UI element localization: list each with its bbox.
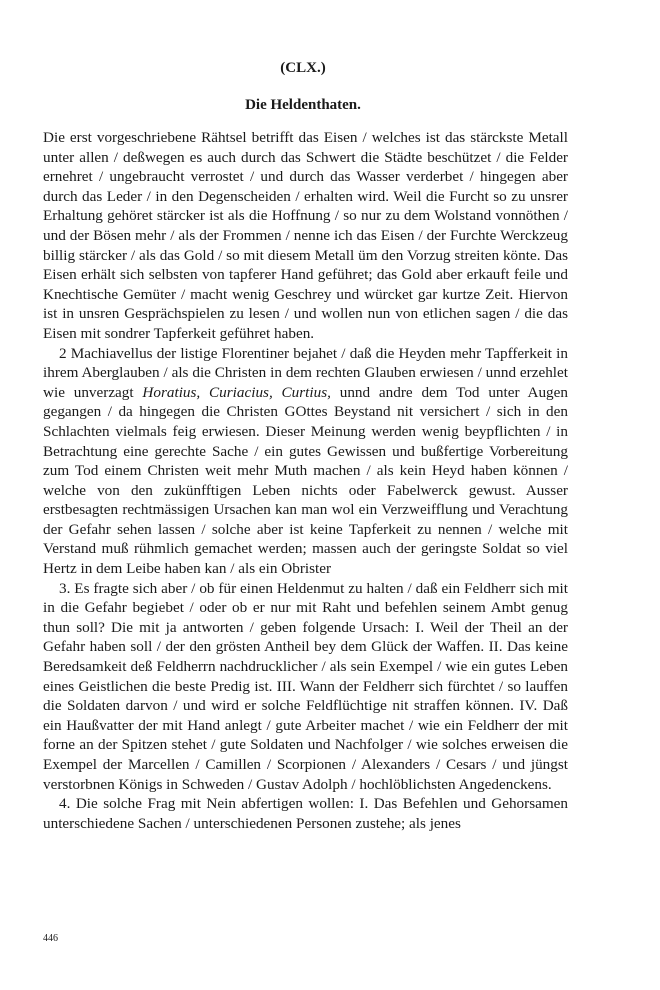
paragraph-2-text-b: unnd andre dem Tod unter Augen gegangen / da hingegen die Christen GOttes Beystand nit versichert / sich in den Schlachten vielmals feig erwiesen. Dieser Meinung werden wenig beypflichten / in Betrachtung eine gerechte Sache / ein gutes Gewissen und bußfertige Vorbereitung zum Tod einem Christen weit mehr Muth machen / als kein Heyd haben können / welche von den zukünfftigen Leben nichts oder Fabelwerck gewust. Ausser erstbesagten rechtmässigen Ursachen kan man wol ein Verzweifflung und Verachtung der Gefahr sehen lassen / solche aber ist keine Tapferkeit zu nennen / welche mit Verstand muß rühmlich gemachet werden; massen auch der geringste Soldat so viel Hertz in dem Leibe haben kan / als ein Obrister <box>43 383 568 578</box>
paragraph-3-text: 3. Es fragte sich aber / ob für einen Heldenmut zu halten / daß ein Feldherr sich mit in die Gefahr begiebet / oder ob er nur mit Raht und befehlen seinem Ambt genug thun soll? Die mit ja antworten / geben folgende Ursach: I. Weil der Theil an der Gefahr haben soll / der den grösten Antheil bey dem Glück der Waffen. II. Das keine Beredsamkeit deß Feldherrn nachdrucklicher / als sein Exempel / wie ein gutes Leben eines Geistlichen die beste Predig ist. III. Wann der Feldherr sich fürchtet / so lauffen die Soldaten darvon / und wird er solche Feldflüchtige nit straffen können. IV. Daß ein Haußvatter der mit Hand anlegt / gute Arbeiter machet / wie ein Feldherr der mit forne an der Spitzen stehet / gute Soldaten und Nachfolger / wie solches erweisen die Exempel der Marcellen / Camillen / Scorpionen / Alexanders / Cesars / und jüngst verstorbnen Königs in Schweden / Gustav Adolph / hochlöblichsten Angedenckens. <box>43 579 568 793</box>
section-title: Die Heldenthaten. <box>245 97 361 113</box>
paragraph-2-italic-names: Horatius, Curiacius, Curtius, <box>142 383 331 401</box>
page-number: 446 <box>43 933 58 944</box>
paragraph-3 <box>43 579 568 795</box>
paragraph-2 <box>43 344 568 579</box>
paragraph-4-text: 4. Die solche Frag mit Nein abfertigen wollen: I. Das Befehlen und Gehorsamen unterschiedene Sachen / unterschiedenen Personen zustehe; als jenes <box>43 795 568 832</box>
paragraph-1 <box>43 128 568 344</box>
paragraph-2-text-a: 2 Machiavellus der listige Florentiner bejahet / daß die Heyden mehr Tapfferkeit in ihrem Aberglauben / als die Christen in dem rechten Glauben erwiesen / unnd erzehlet wie unverzagt <box>43 344 568 401</box>
paragraph-1-text: Die erst vorgeschriebene Rähtsel betrifft das Eisen / welches ist das stärckste Metall unter allen / deßwegen es auch durch das Schwert die Städte beschützet / die Felder ernehret / ungebraucht verrostet / und durch das Wasser verderbet / hingegen aber durch das Leder / in den Degenscheiden / erhalten wird. Weil die Furcht so zu unsrer Erhaltung gehöret stärcker ist als die Hoffnung / so nur zu dem Wolstand vonnöthen / und der Bösen mehr / als der Frommen / nenne ich das Eisen / der Furchte Werckzeug billig stärcker / als das Gold / so mit diesem Metall üm den Vorzug streiten könte. Das Eisen erhält sich selbsten von tapferer Hand geführet; das Gold aber erkauft feile und Knechtische Gemüter / macht wenig Geschrey und würcket gar kurtze Zeit. Hiervon ist in unsren Gesprächspielen zu lesen / und wollen nun von etlichen sagen / die das Eisen mit sondrer Tapferkeit geführet haben. <box>43 129 568 342</box>
paragraph-4 <box>43 794 568 833</box>
section-number: (CLX.) <box>280 60 326 76</box>
body-text <box>43 128 568 833</box>
